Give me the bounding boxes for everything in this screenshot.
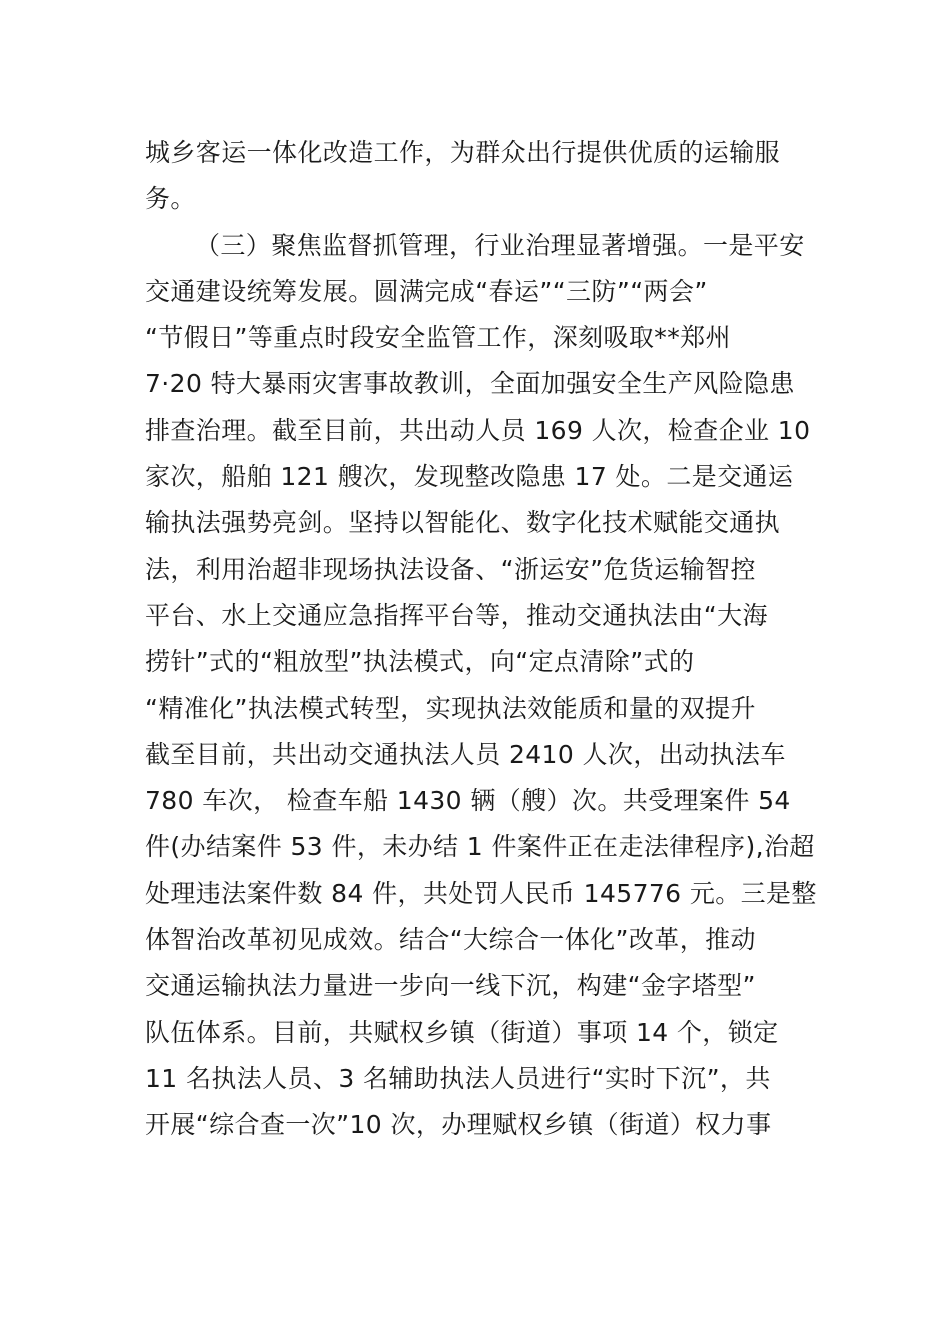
text-line: 城乡客运一体化改造工作，为群众出行提供优质的运输服: [145, 138, 781, 167]
text-line: 法，利用治超非现场执法设备、“浙运安”危货运输智控: [145, 554, 756, 584]
section-heading-line: （三）聚焦监督抓管理，行业治理显著增强。一是平安: [195, 230, 805, 260]
text-line: 输执法强势亮剑。坚持以智能化、数字化技术赋能交通执: [145, 508, 781, 538]
text-line: 7·20 特大暴雨灾害事故教训，全面加强安全生产风险隐患: [145, 369, 795, 399]
text-line: 截至目前，共出动交通执法人员 2410 人次，出动执法车: [145, 739, 786, 769]
text-line: 交通建设统筹发展。圆满完成“春运”“三防”“两会”: [145, 276, 708, 306]
text-line: 队伍体系。目前，共赋权乡镇（街道）事项 14 个，锁定: [145, 1017, 779, 1047]
text-line: 平台、水上交通应急指挥平台等，推动交通执法由“大海: [145, 600, 768, 630]
text-line: 件(办结案件 53 件，未办结 1 件案件正在走法律程序),治超: [145, 832, 815, 862]
text-line: 排查治理。截至目前，共出动人员 169 人次，检查企业 10: [145, 415, 811, 445]
text-line: “精准化”执法模式转型，实现执法效能质和量的双提升: [145, 693, 756, 723]
text-line: “节假日”等重点时段安全监管工作，深刻吸取**郑州: [145, 323, 731, 353]
text-line: 务。: [145, 184, 196, 214]
text-line: 家次，船舶 121 艘次，发现整改隐患 17 处。二是交通运: [145, 462, 794, 492]
text-line: 体智治改革初见成效。结合“大综合一体化”改革，推动: [145, 925, 756, 955]
text-line: 开展“综合查一次”10 次，办理赋权乡镇（街道）权力事: [145, 1110, 772, 1140]
text-line: 捞针”式的“粗放型”执法模式，向“定点清除”式的: [145, 647, 695, 677]
text-line: 11 名执法人员、3 名辅助执法人员进行“实时下沉”，共: [145, 1063, 771, 1093]
text-line: 780 车次， 检查车船 1430 辆（艘）次。共受理案件 54: [145, 786, 791, 816]
text-line: 处理违法案件数 84 件，共处罚人民币 145776 元。三是整: [145, 878, 817, 908]
body-text: [145, 130, 817, 1149]
text-line: 交通运输执法力量进一步向一线下沉，构建“金字塔型”: [145, 971, 756, 1001]
